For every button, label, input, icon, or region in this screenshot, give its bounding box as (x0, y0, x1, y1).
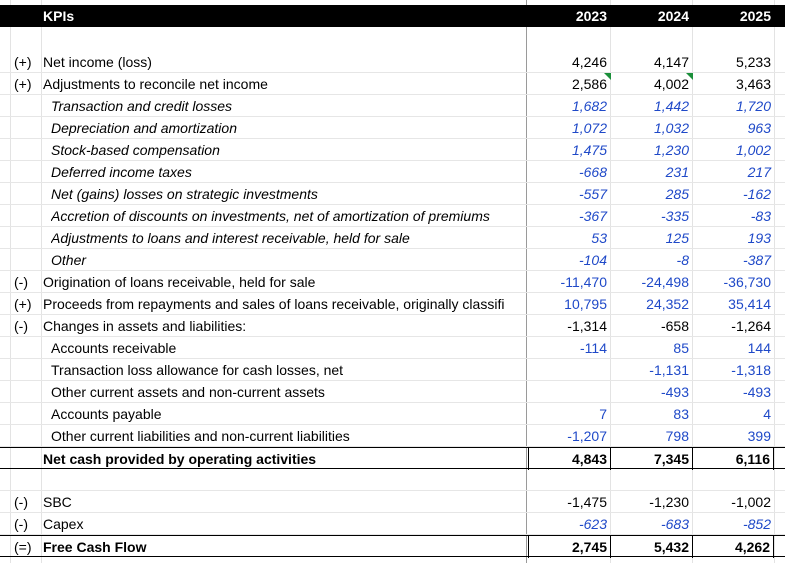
value-cell-2023[interactable]: 10,795 (564, 296, 607, 312)
value-cell-2023[interactable]: 4,246 (571, 54, 607, 70)
total-row[interactable] (0, 447, 785, 469)
row-label[interactable]: Transaction loss allowance for cash losses, net (51, 362, 344, 378)
row-label[interactable]: Other (51, 252, 87, 268)
table-row[interactable] (0, 403, 785, 425)
table-row[interactable] (0, 469, 785, 491)
row-sign[interactable] (14, 249, 42, 271)
value-cell-2025[interactable]: 144 (747, 340, 771, 356)
value-cell-2025[interactable]: 35,414 (728, 296, 771, 312)
row-label[interactable]: Accretion of discounts on investments, net of amortization of premiums (51, 208, 490, 224)
value-cell-2024[interactable]: -683 (660, 516, 689, 532)
table-row[interactable] (0, 73, 785, 95)
value-cell-2024[interactable]: 1,032 (653, 120, 689, 136)
value-cell-2024[interactable]: -1,230 (649, 494, 689, 510)
row-label[interactable]: Origination of loans receivable, held for sale (43, 274, 316, 290)
row-sign[interactable]: (+) (14, 54, 32, 70)
row-sign[interactable] (14, 337, 42, 359)
row-label[interactable]: Adjustments to reconcile net income (43, 76, 268, 92)
row-sign[interactable]: (+) (14, 76, 32, 92)
value-cell-2023[interactable]: 4,843 (528, 448, 610, 470)
value-cell-2024[interactable]: 85 (673, 340, 689, 356)
value-cell-2025[interactable]: -387 (742, 252, 771, 268)
value-cell-2025[interactable]: -83 (750, 208, 771, 224)
value-cell-2025[interactable]: 3,463 (735, 76, 771, 92)
row-sign[interactable]: (=) (14, 539, 32, 555)
table-row[interactable] (0, 513, 785, 535)
row-label[interactable]: Net (gains) losses on strategic investments (51, 186, 318, 202)
value-cell-2023[interactable]: -114 (580, 340, 607, 356)
value-cell-2024[interactable]: -1,131 (649, 362, 689, 378)
value-cell-2024[interactable]: 1,230 (653, 142, 689, 158)
value-cell-2025[interactable]: 1,002 (735, 142, 771, 158)
table-row[interactable] (0, 161, 785, 183)
row-sign[interactable]: (-) (14, 494, 28, 510)
value-cell-2023[interactable]: 2,586 (571, 76, 607, 92)
row-label[interactable]: Adjustments to loans and interest receivable, held for sale (51, 230, 410, 246)
row-label[interactable]: Stock-based compensation (51, 142, 220, 158)
table-row[interactable] (0, 315, 785, 337)
value-cell-2023[interactable]: -11,470 (560, 274, 607, 290)
row-sign[interactable] (14, 448, 42, 470)
value-cell-2023[interactable] (528, 381, 610, 403)
value-cell-2023[interactable]: 1,475 (571, 142, 607, 158)
row-label[interactable]: Free Cash Flow (43, 539, 147, 555)
row-label[interactable]: Transaction and credit losses (51, 98, 233, 114)
value-cell-2023[interactable]: -1,207 (567, 428, 607, 444)
value-cell-2025[interactable]: 193 (747, 230, 771, 246)
value-cell-2024[interactable]: -335 (660, 208, 689, 224)
row-sign[interactable] (14, 227, 42, 249)
value-cell-2024[interactable]: 798 (665, 428, 689, 444)
row-sign[interactable]: (-) (14, 516, 28, 532)
row-sign[interactable] (14, 359, 42, 381)
row-sign[interactable] (14, 205, 42, 227)
value-cell-2023[interactable]: -1,475 (567, 494, 607, 510)
row-label[interactable] (43, 469, 525, 491)
value-cell-2024[interactable]: 5,432 (610, 536, 692, 558)
row-sign[interactable] (14, 469, 42, 491)
value-cell-2024[interactable]: 83 (673, 406, 689, 422)
row-sign[interactable]: (-) (14, 274, 28, 290)
value-cell-2024[interactable]: -24,498 (641, 274, 689, 290)
value-cell-2023[interactable]: 7 (599, 406, 607, 422)
value-cell-2025[interactable]: -162 (742, 186, 771, 202)
row-sign[interactable] (14, 139, 42, 161)
value-cell-2025[interactable]: 1,720 (735, 98, 771, 114)
row-sign[interactable]: (+) (14, 296, 32, 312)
value-cell-2024[interactable]: -493 (660, 384, 689, 400)
value-cell-2024[interactable]: 125 (665, 230, 689, 246)
value-cell-2025[interactable]: 217 (747, 164, 771, 180)
value-cell-2025[interactable]: 4,262 (692, 536, 774, 558)
table-row[interactable] (0, 491, 785, 513)
row-sign[interactable] (14, 117, 42, 139)
value-cell-2025[interactable] (692, 469, 774, 491)
row-label[interactable]: Net income (loss) (43, 54, 152, 70)
value-cell-2023[interactable]: 1,682 (571, 98, 607, 114)
row-label[interactable]: Accounts payable (51, 406, 162, 422)
table-row[interactable] (0, 51, 785, 73)
row-label[interactable]: Other current liabilities and non-current liabilities (51, 428, 350, 444)
row-label[interactable]: Net cash provided by operating activities (43, 451, 317, 467)
table-row[interactable] (0, 205, 785, 227)
value-cell-2024[interactable] (610, 469, 692, 491)
cell-note-indicator-icon[interactable] (604, 73, 611, 80)
row-label[interactable]: Proceeds from repayments and sales of loans receivable, originally classifi (43, 296, 505, 312)
row-sign[interactable] (14, 183, 42, 205)
table-row[interactable] (0, 293, 785, 315)
value-cell-2025[interactable]: -1,264 (731, 318, 771, 334)
value-cell-2023[interactable] (528, 359, 610, 381)
header-title[interactable]: KPIs (43, 8, 75, 24)
value-cell-2024[interactable]: 231 (665, 164, 689, 180)
value-cell-2025[interactable]: -1,318 (731, 362, 771, 378)
table-row[interactable] (0, 381, 785, 403)
table-row[interactable] (0, 425, 785, 447)
value-cell-2023[interactable]: -557 (578, 186, 607, 202)
value-cell-2025[interactable]: 5,233 (735, 54, 771, 70)
value-cell-2023[interactable]: 2,745 (528, 536, 610, 558)
table-row[interactable] (0, 139, 785, 161)
row-sign[interactable] (14, 381, 42, 403)
table-row[interactable] (0, 117, 785, 139)
value-cell-2024[interactable]: 4,147 (653, 54, 689, 70)
header-year-2023[interactable]: 2023 (575, 8, 607, 24)
header-row[interactable] (0, 5, 785, 27)
value-cell-2025[interactable]: -493 (742, 384, 771, 400)
row-label[interactable]: SBC (43, 494, 72, 510)
row-label[interactable]: Deferred income taxes (51, 164, 192, 180)
row-label[interactable]: Accounts receivable (51, 340, 177, 356)
row-sign[interactable] (14, 403, 42, 425)
value-cell-2024[interactable]: -8 (676, 252, 689, 268)
row-sign[interactable] (14, 425, 42, 447)
row-label[interactable]: Other current assets and non-current assets (51, 384, 325, 400)
table-row[interactable] (0, 337, 785, 359)
value-cell-2023[interactable] (528, 469, 610, 491)
table-row[interactable] (0, 95, 785, 117)
row-label[interactable]: Changes in assets and liabilities: (43, 318, 247, 334)
value-cell-2025[interactable]: -852 (742, 516, 771, 532)
table-row[interactable] (0, 249, 785, 271)
value-cell-2023[interactable]: 53 (591, 230, 607, 246)
row-sign[interactable] (14, 161, 42, 183)
value-cell-2025[interactable]: 399 (747, 428, 771, 444)
value-cell-2023[interactable]: -367 (578, 208, 607, 224)
row-sign[interactable]: (-) (14, 318, 28, 334)
value-cell-2023[interactable]: -668 (578, 164, 607, 180)
value-cell-2024[interactable]: -658 (660, 318, 689, 334)
cell-note-indicator-icon[interactable] (686, 73, 693, 80)
value-cell-2023[interactable]: -623 (578, 516, 607, 532)
value-cell-2023[interactable]: -1,314 (567, 318, 607, 334)
header-year-2025[interactable]: 2025 (739, 8, 771, 24)
header-year-2024[interactable]: 2024 (657, 8, 689, 24)
value-cell-2024[interactable]: 4,002 (653, 76, 689, 92)
value-cell-2024[interactable]: 285 (665, 186, 689, 202)
table-row[interactable] (0, 359, 785, 381)
row-label[interactable]: Depreciation and amortization (51, 120, 237, 136)
table-row[interactable] (0, 183, 785, 205)
value-cell-2025[interactable]: 963 (747, 120, 771, 136)
total-row[interactable] (0, 535, 785, 557)
value-cell-2023[interactable]: -104 (578, 252, 607, 268)
value-cell-2024[interactable]: 24,352 (646, 296, 689, 312)
table-row[interactable] (0, 271, 785, 293)
row-label[interactable]: Capex (43, 516, 84, 532)
value-cell-2024[interactable]: 7,345 (610, 448, 692, 470)
row-sign[interactable] (14, 95, 42, 117)
value-cell-2023[interactable]: 1,072 (571, 120, 607, 136)
table-row[interactable] (0, 227, 785, 249)
value-cell-2025[interactable]: -36,730 (723, 274, 771, 290)
value-cell-2025[interactable]: 6,116 (692, 448, 774, 470)
value-cell-2024[interactable]: 1,442 (653, 98, 689, 114)
value-cell-2025[interactable]: 4 (763, 406, 771, 422)
value-cell-2025[interactable]: -1,002 (731, 494, 771, 510)
